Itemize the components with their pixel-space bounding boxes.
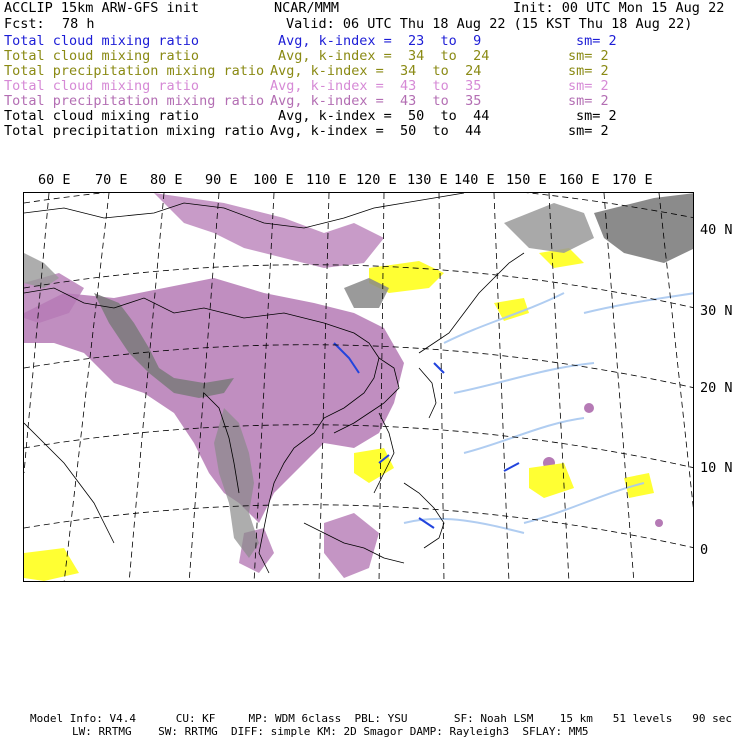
lon-label: 120 E [356,172,397,188]
field-k-index: Avg, k-index = 34 to 24 [278,48,490,64]
lat-label: 40 N [700,222,733,238]
fcst-value: 78 h [62,16,95,32]
lon-label: 90 E [205,172,238,188]
map-panel [23,192,694,582]
field-k-index: Avg, k-index = 23 to 9 [278,33,482,49]
field-smoothing: sm= 2 [568,93,609,109]
lon-label: 150 E [506,172,547,188]
field-smoothing: sm= 2 [568,63,609,79]
lat-label: 10 N [700,460,733,476]
lon-label: 70 E [95,172,128,188]
field-smoothing: sm= 2 [568,78,609,94]
footer-physics-info: LW: RRTMG SW: RRTMG DIFF: simple KM: 2D Smagor DAMP: Rayleigh3 SFLAY: MM5 [72,725,589,738]
org-label: NCAR/MMM [274,0,340,16]
model-title: ACCLIP 15km ARW-GFS init [4,0,200,16]
lon-label: 60 E [38,172,71,188]
field-name: Total precipitation mixing ratio [4,123,265,139]
lat-label: 30 N [700,303,733,319]
field-name: Total precipitation mixing ratio [4,93,265,109]
lon-label: 80 E [150,172,183,188]
field-k-index: Avg, k-index = 50 to 44 [270,123,482,139]
lon-label: 100 E [253,172,294,188]
field-name: Total cloud mixing ratio [4,33,200,49]
field-smoothing: sm= 2 [576,33,617,49]
footer-model-info: Model Info: V4.4 CU: KF MP: WDM 6class PBL: YSU SF: Noah LSM 15 km 51 levels 90 sec [30,712,732,725]
lat-label: 0 [700,542,709,558]
init-time: Init: 00 UTC Mon 15 Aug 22 [513,0,725,16]
field-smoothing: sm= 2 [576,108,617,124]
field-k-index: Avg, k-index = 34 to 24 [270,63,482,79]
lon-label: 160 E [559,172,600,188]
field-smoothing: sm= 2 [568,48,609,64]
valid-time: Valid: 06 UTC Thu 18 Aug 22 (15 KST Thu 18 Aug 22) [286,16,693,32]
lon-label: 140 E [454,172,495,188]
field-k-index: Avg, k-index = 50 to 44 [278,108,490,124]
lat-label: 20 N [700,380,733,396]
field-name: Total cloud mixing ratio [4,48,200,64]
fcst-label: Fcst: [4,16,45,32]
field-name: Total cloud mixing ratio [4,108,200,124]
field-smoothing: sm= 2 [568,123,609,139]
lon-label: 130 E [407,172,448,188]
light-blue-cloud-field [404,293,694,533]
lon-label: 170 E [612,172,653,188]
field-name: Total cloud mixing ratio [4,78,200,94]
field-name: Total precipitation mixing ratio [4,63,265,79]
field-k-index: Avg, k-index = 43 to 35 [270,78,482,94]
field-k-index: Avg, k-index = 43 to 35 [270,93,482,109]
lon-label: 110 E [306,172,347,188]
map-canvas [24,193,694,582]
